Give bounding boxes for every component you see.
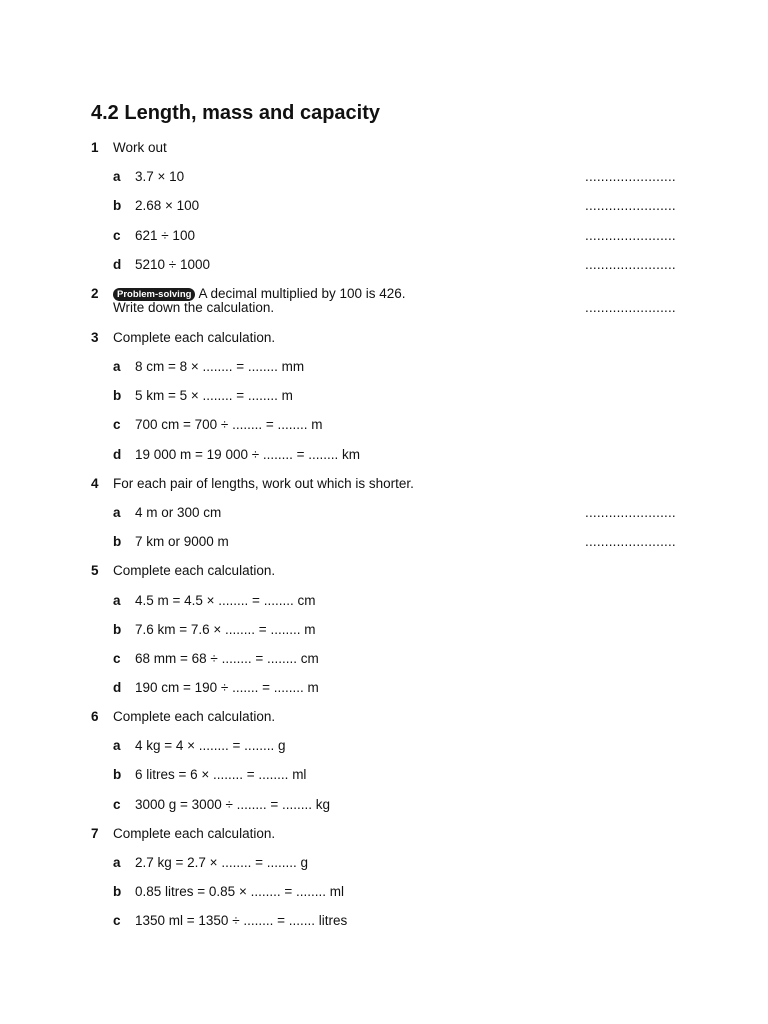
part-text: 4 m or 300 cm xyxy=(135,505,222,520)
question-text-2: Write down the calculation. xyxy=(113,300,275,315)
part-text: 2.68 × 100 xyxy=(135,198,200,213)
question-7c xyxy=(0,911,768,931)
question-text: A decimal multiplied by 100 is 426. xyxy=(198,286,406,301)
question-7b xyxy=(0,882,768,902)
question-number: 2 xyxy=(91,286,99,301)
part-text: 621 ÷ 100 xyxy=(135,228,195,243)
question-text: For each pair of lengths, work out which is shorter. xyxy=(113,476,414,491)
part-letter: b xyxy=(113,388,122,403)
answer-line[interactable]: ....................... xyxy=(585,534,676,549)
part-text: 7 km or 9000 m xyxy=(135,534,229,549)
question-2 xyxy=(0,284,768,320)
answer-line[interactable]: ....................... xyxy=(585,198,676,213)
part-letter: a xyxy=(113,505,121,520)
question-3d xyxy=(0,445,768,465)
answer-line[interactable]: ....................... xyxy=(585,228,676,243)
answer-line[interactable]: ....................... xyxy=(585,505,676,520)
part-text[interactable]: 8 cm = 8 × ........ = ........ mm xyxy=(135,359,305,374)
question-number: 6 xyxy=(91,709,99,724)
question-text: Work out xyxy=(113,140,167,155)
part-letter: a xyxy=(113,359,121,374)
question-5d xyxy=(0,678,768,698)
part-text[interactable]: 700 cm = 700 ÷ ........ = ........ m xyxy=(135,417,323,432)
part-text[interactable]: 6 litres = 6 × ........ = ........ ml xyxy=(135,767,307,782)
part-text[interactable]: 3000 g = 3000 ÷ ........ = ........ kg xyxy=(135,797,331,812)
question-6 xyxy=(0,707,768,727)
question-1d xyxy=(0,255,768,275)
part-letter: c xyxy=(113,913,121,928)
question-text: Complete each calculation. xyxy=(113,826,276,841)
question-7a xyxy=(0,853,768,873)
part-text[interactable]: 5 km = 5 × ........ = ........ m xyxy=(135,388,293,403)
question-3a xyxy=(0,357,768,377)
question-4a xyxy=(0,503,768,523)
question-text: Complete each calculation. xyxy=(113,563,276,578)
question-4 xyxy=(0,474,768,494)
part-text: 3.7 × 10 xyxy=(135,169,185,184)
problem-solving-badge: Problem-solving xyxy=(113,288,195,301)
part-text[interactable]: 4 kg = 4 × ........ = ........ g xyxy=(135,738,286,753)
part-letter: c xyxy=(113,797,121,812)
part-letter: c xyxy=(113,417,121,432)
part-letter: a xyxy=(113,738,121,753)
part-text[interactable]: 2.7 kg = 2.7 × ........ = ........ g xyxy=(135,855,308,870)
question-5b xyxy=(0,620,768,640)
part-text[interactable]: 0.85 litres = 0.85 × ........ = ........ ml xyxy=(135,884,344,899)
part-letter: b xyxy=(113,622,122,637)
question-1 xyxy=(0,138,768,158)
question-1a xyxy=(0,167,768,187)
question-3b xyxy=(0,386,768,406)
question-6b xyxy=(0,765,768,785)
page-title: 4.2 Length, mass and capacity xyxy=(91,102,380,124)
part-letter: b xyxy=(113,767,122,782)
part-text[interactable]: 4.5 m = 4.5 × ........ = ........ cm xyxy=(135,593,316,608)
part-text[interactable]: 190 cm = 190 ÷ ....... = ........ m xyxy=(135,680,319,695)
part-letter: a xyxy=(113,855,121,870)
part-letter: d xyxy=(113,447,122,462)
question-number: 7 xyxy=(91,826,99,841)
part-text[interactable]: 68 mm = 68 ÷ ........ = ........ cm xyxy=(135,651,319,666)
part-letter: b xyxy=(113,198,122,213)
part-text[interactable]: 7.6 km = 7.6 × ........ = ........ m xyxy=(135,622,316,637)
part-letter: d xyxy=(113,257,122,272)
question-text: Complete each calculation. xyxy=(113,709,276,724)
part-letter: a xyxy=(113,169,121,184)
question-number: 1 xyxy=(91,140,99,155)
part-text[interactable]: 19 000 m = 19 000 ÷ ........ = ........ km xyxy=(135,447,361,462)
question-3 xyxy=(0,328,768,348)
question-5 xyxy=(0,561,768,581)
question-4b xyxy=(0,532,768,552)
question-1c xyxy=(0,226,768,246)
question-text: Complete each calculation. xyxy=(113,330,276,345)
part-letter: b xyxy=(113,884,122,899)
answer-line[interactable]: ....................... xyxy=(585,169,676,184)
part-text: 5210 ÷ 1000 xyxy=(135,257,210,272)
question-number: 5 xyxy=(91,563,99,578)
question-5a xyxy=(0,591,768,611)
part-letter: c xyxy=(113,228,121,243)
question-7 xyxy=(0,824,768,844)
question-number: 3 xyxy=(91,330,99,345)
part-letter: b xyxy=(113,534,122,549)
part-letter: c xyxy=(113,651,121,666)
part-letter: a xyxy=(113,593,121,608)
question-1b xyxy=(0,196,768,216)
part-text[interactable]: 1350 ml = 1350 ÷ ........ = ....... litres xyxy=(135,913,348,928)
part-letter: d xyxy=(113,680,122,695)
question-3c xyxy=(0,415,768,435)
question-number: 4 xyxy=(91,476,99,491)
answer-line[interactable]: ....................... xyxy=(585,300,676,315)
question-5c xyxy=(0,649,768,669)
question-6a xyxy=(0,736,768,756)
question-6c xyxy=(0,795,768,815)
answer-line[interactable]: ....................... xyxy=(585,257,676,272)
